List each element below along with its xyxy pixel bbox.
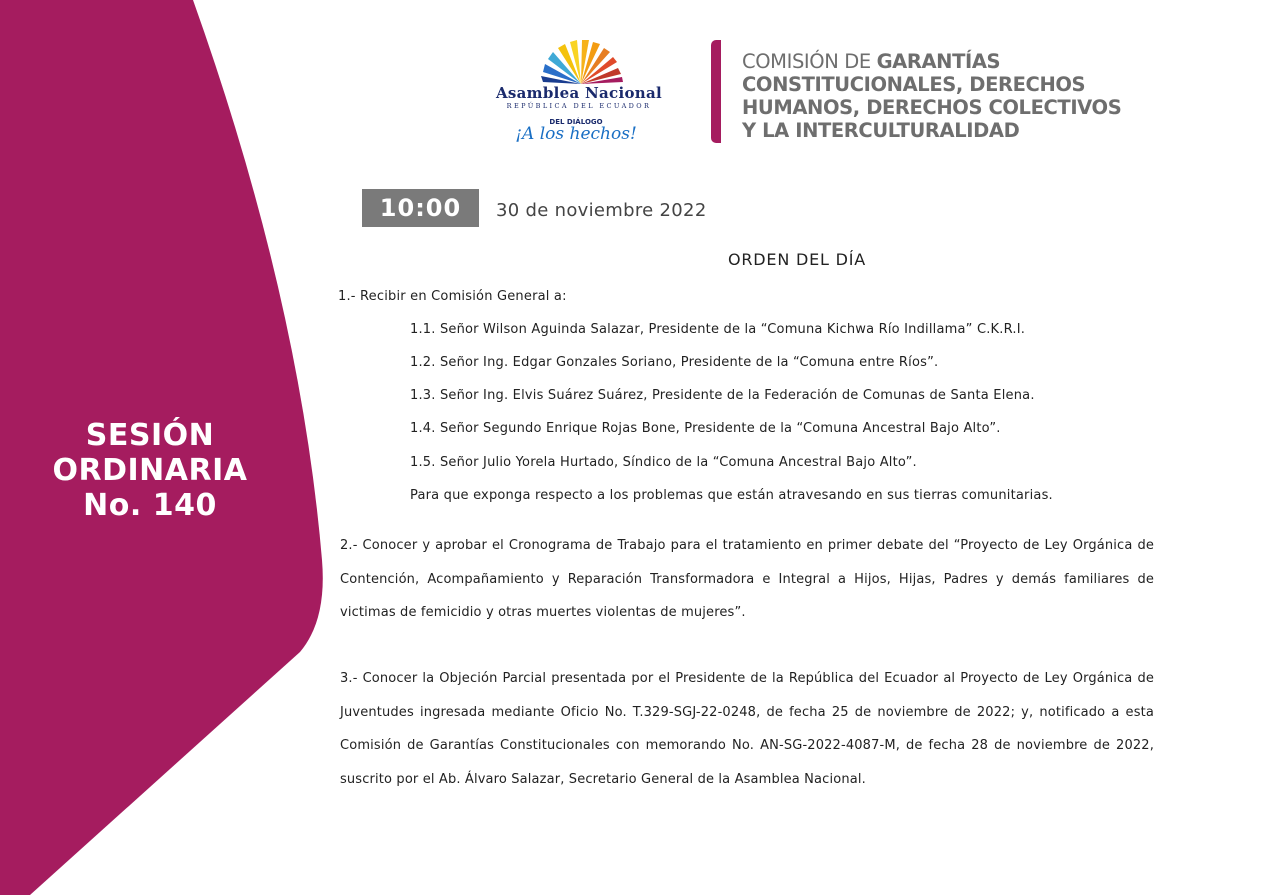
agenda-item1-purpose: Para que exponga respecto a los problemas que están atravesando en sus tierras comunitarias. <box>410 488 1053 503</box>
logo-subtitle: REPÚBLICA DEL ECUADOR <box>506 102 652 110</box>
commission-line1: GARANTÍAS <box>876 50 1001 73</box>
commission-line4: Y LA INTERCULTURALIDAD <box>742 119 1020 142</box>
agenda-subitem: 1.3. Señor Ing. Elvis Suárez Suárez, Presidente de la Federación de Comunas de Santa Elena. <box>410 388 1035 403</box>
commission-name <box>742 50 1142 142</box>
sun-rays-icon <box>536 38 626 86</box>
commission-line2: CONSTITUCIONALES, DERECHOS <box>742 73 1086 96</box>
commission-line3: HUMANOS, DERECHOS COLECTIVOS <box>742 96 1122 119</box>
asamblea-logo <box>486 38 676 148</box>
meeting-time: 10:00 <box>362 189 479 227</box>
agenda-item3: 3.- Conocer la Objeción Parcial presentada por el Presidente de la República del Ecuador al Proyecto de Ley Orgánica de Juventudes ingresada mediante Oficio No. T.329-SGJ-22-0248, de fecha 25 de noviembre de 2022; y, notificado a esta Comisión de Garantías Constitucionales con memorando No. AN-SG-2022-4087-M, de fecha 28 de noviembre de 2022, suscrito por el Ab. Álvaro Salazar, Secretario General de la Asamblea Nacional. <box>340 671 1154 787</box>
header-divider <box>711 40 721 143</box>
agenda-subitem: 1.1. Señor Wilson Aguinda Salazar, Presidente de la “Comuna Kichwa Río Indillama” C.K.R.I. <box>410 322 1026 337</box>
agenda-subitem: 1.5. Señor Julio Yorela Hurtado, Síndico de la “Comuna Ancestral Bajo Alto”. <box>410 455 917 470</box>
session-line3: No. 140 <box>83 488 217 523</box>
agenda-title: ORDEN DEL DÍA <box>727 250 866 269</box>
logo-name: Asamblea Nacional <box>495 84 663 102</box>
agenda-item1-heading: 1.- Recibir en Comisión General a: <box>338 289 567 304</box>
agenda-subitem: 1.2. Señor Ing. Edgar Gonzales Soriano, Presidente de la “Comuna entre Ríos”. <box>410 355 939 370</box>
meeting-date: 30 de noviembre 2022 <box>496 200 707 221</box>
agenda-item2: 2.- Conocer y aprobar el Cronograma de Trabajo para el tratamiento en primer debate del “Proyecto de Ley Orgánica de Contención, Acompañamiento y Reparación Transformadora e Integral a Hijos, Hijas, Padres y demás familiares de victimas de femicidio y otras muertes violentas de mujeres”. <box>340 538 1154 620</box>
logo-tagline: ¡A los hechos! <box>515 124 637 144</box>
commission-prefix: COMISIÓN DE <box>742 50 871 73</box>
session-line1: SESIÓN <box>85 418 215 453</box>
logo-tagline-small: DEL DIÁLOGO <box>549 118 603 126</box>
session-title <box>30 418 270 523</box>
agenda-subitem: 1.4. Señor Segundo Enrique Rojas Bone, Presidente de la “Comuna Ancestral Bajo Alto”. <box>410 421 1001 436</box>
session-line2: ORDINARIA <box>52 453 248 488</box>
